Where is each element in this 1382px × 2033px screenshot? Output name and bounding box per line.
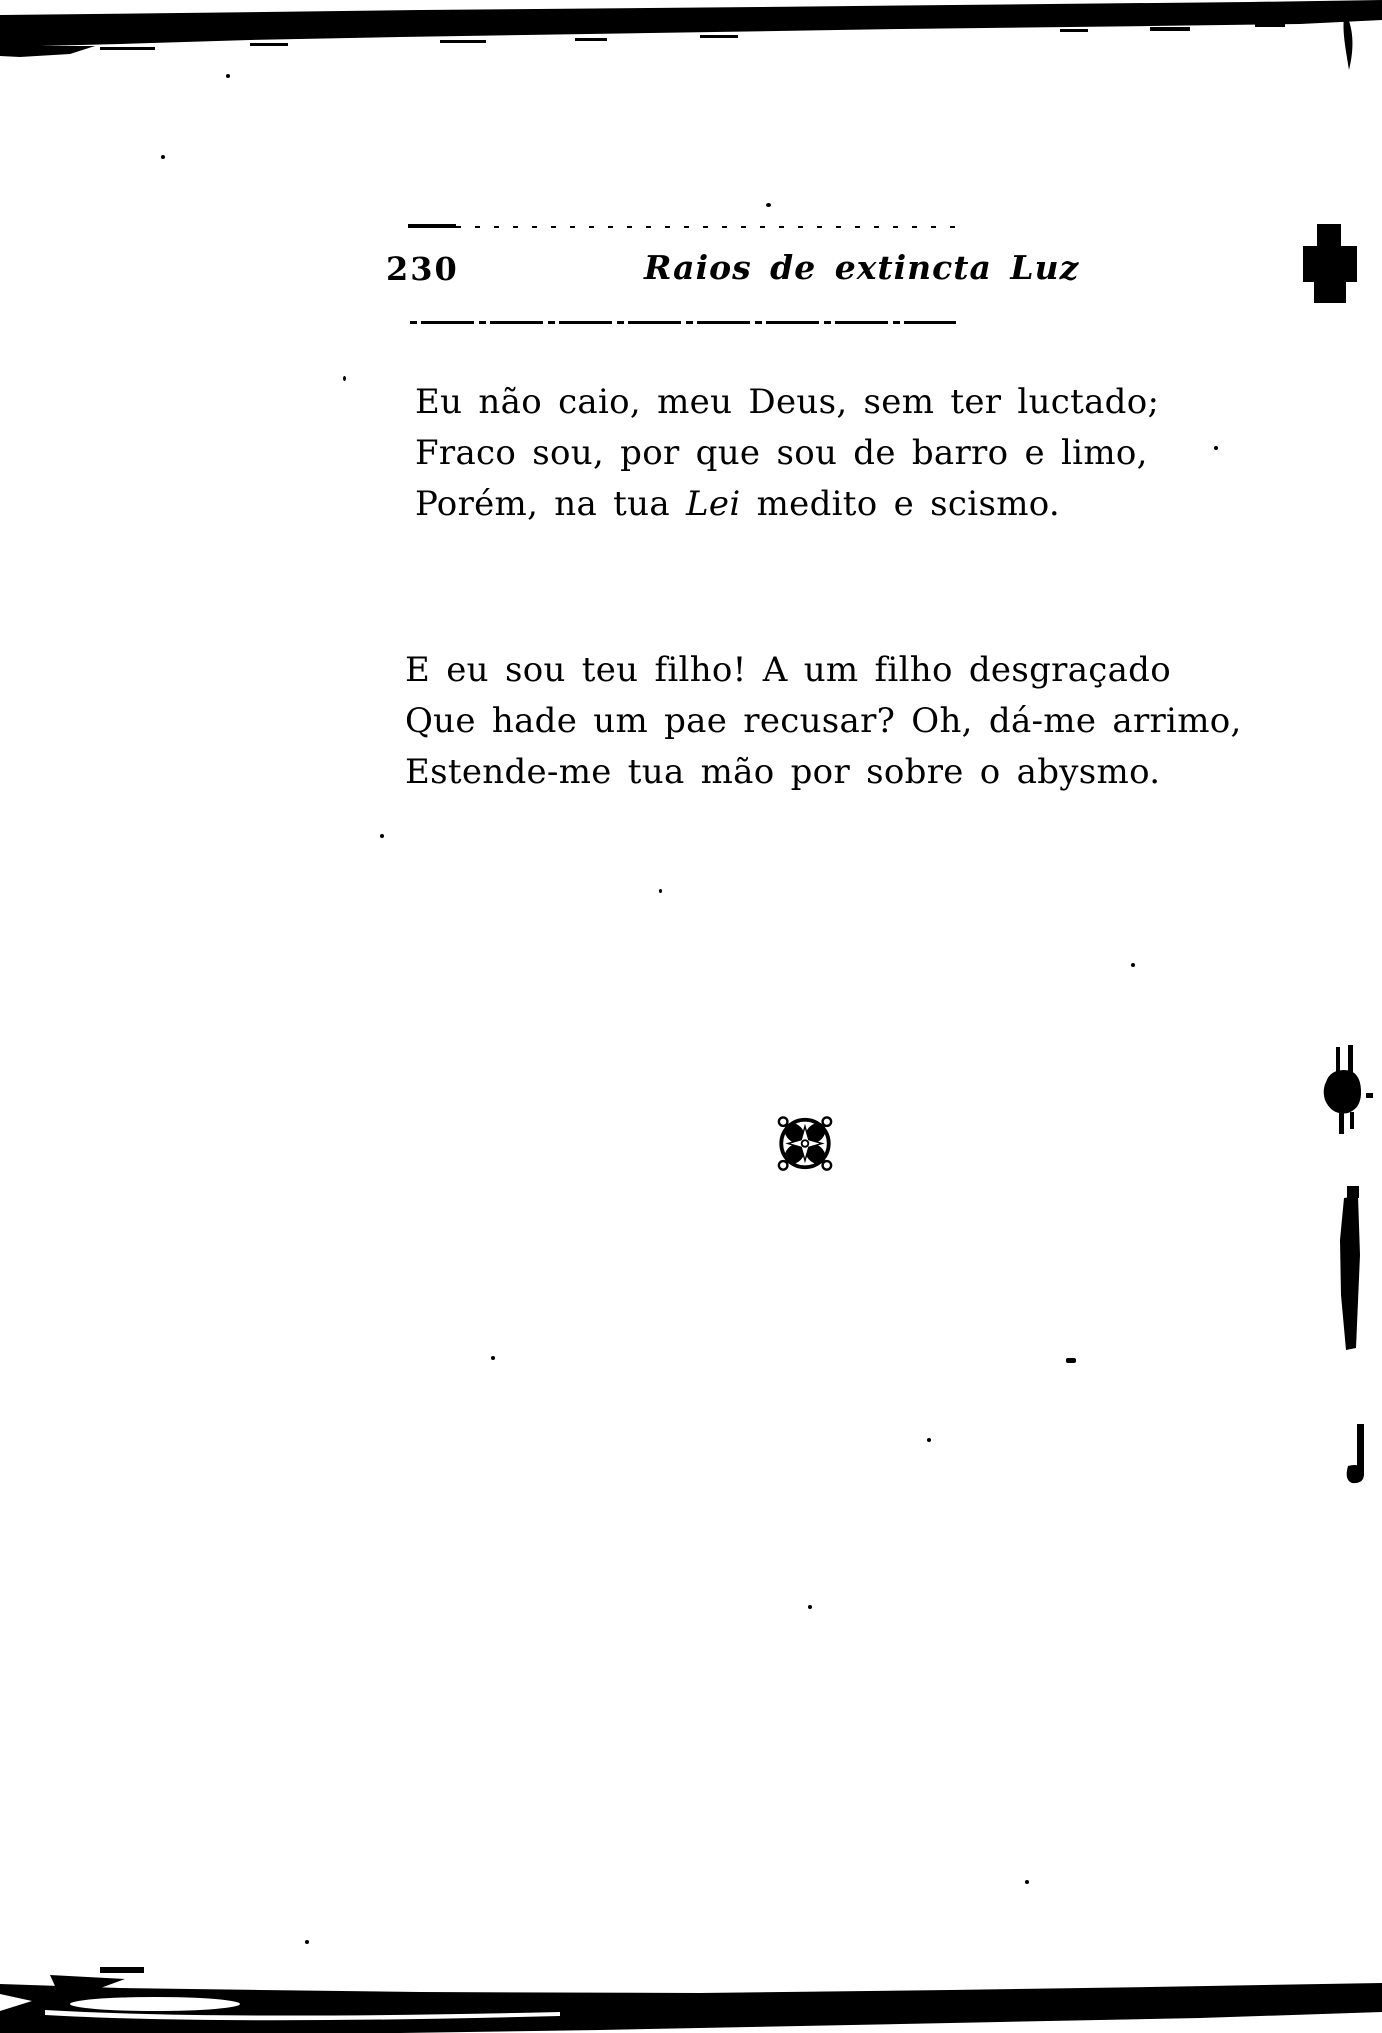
scan-artifact-bottom-bump bbox=[50, 1975, 125, 1990]
poem-line-segment: medito e scismo. bbox=[740, 484, 1061, 524]
scan-speck bbox=[1025, 1880, 1029, 1884]
scan-speck bbox=[305, 1940, 309, 1944]
rosette-ornament-icon bbox=[776, 1115, 834, 1172]
scan-artifact-top-right-hook bbox=[1344, 12, 1353, 70]
scan-speck bbox=[1066, 1358, 1076, 1363]
scan-speck bbox=[927, 1438, 931, 1442]
scan-artifact-bottom-band bbox=[0, 1983, 1382, 2033]
scan-speck bbox=[491, 1356, 495, 1360]
header-rule-top-dashed bbox=[456, 226, 960, 228]
poem-stanza-2 bbox=[405, 645, 1242, 798]
header-rule-bottom bbox=[410, 321, 956, 324]
poem-line: Que hade um pae recusar? Oh, dá-me arrimo, bbox=[405, 701, 1242, 741]
poem-line: Eu não caio, meu Deus, sem ter luctado; bbox=[415, 382, 1160, 422]
scan-speck bbox=[659, 889, 662, 893]
scan-artifact-vertical-bar bbox=[1340, 1186, 1360, 1350]
scan-speck bbox=[343, 376, 346, 381]
running-title: Raios de extincta Luz bbox=[644, 248, 1080, 287]
poem-line: Fraco sou, por que sou de barro e limo, bbox=[415, 433, 1148, 473]
scan-speck bbox=[380, 834, 384, 838]
scan-artifact-cross-blob bbox=[1303, 224, 1357, 303]
scan-artifact-j-mark bbox=[1347, 1424, 1364, 1483]
poem-line-segment: Porém, na tua bbox=[415, 484, 687, 524]
scan-speck bbox=[1214, 446, 1218, 450]
page-number: 230 bbox=[386, 250, 459, 288]
scan-speck bbox=[808, 1605, 812, 1609]
scan-artifact-ink-blot bbox=[1324, 1045, 1373, 1134]
header-rule-top-solid-segment bbox=[408, 224, 456, 228]
poem-line: Estende-me tua mão por sobre o abysmo. bbox=[405, 752, 1161, 792]
poem-stanza-1 bbox=[415, 377, 1159, 530]
scan-speck bbox=[1131, 963, 1135, 967]
scan-speck bbox=[161, 155, 165, 159]
scan-artifact-top-left-blob bbox=[0, 46, 95, 57]
poem-line: E eu sou teu filho! A um filho desgraçado bbox=[405, 650, 1172, 690]
poem-line-italic-word: Lei bbox=[686, 484, 741, 524]
scan-artifact-top-band bbox=[0, 0, 1382, 47]
scan-speck bbox=[766, 203, 771, 207]
poem-line bbox=[415, 479, 1159, 530]
scan-speck bbox=[226, 74, 230, 78]
